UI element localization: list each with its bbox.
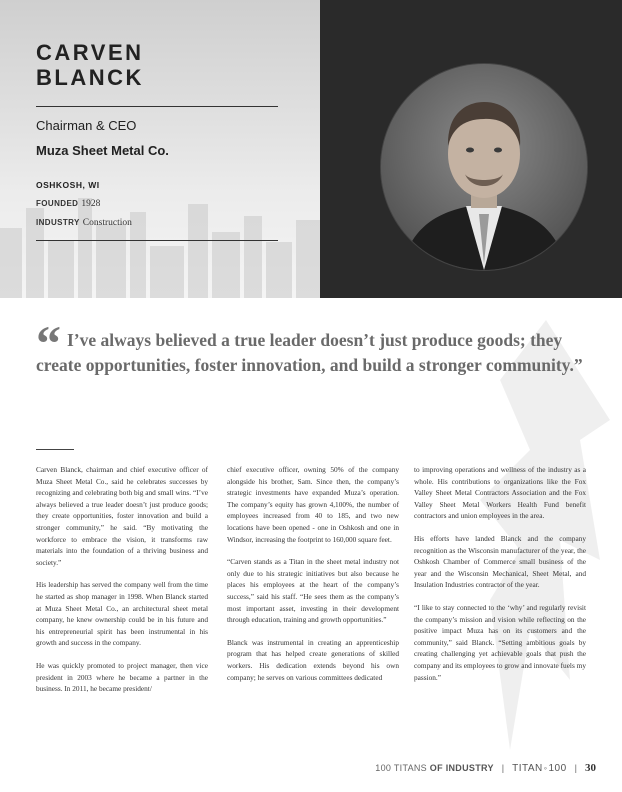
paragraph: to improving operations and wellness of the industry as a whole. His contributions to organizations like the Fox Valley Sheet Metal Contractors Association and the Fox Valley Sheet Metal Workers Health Fund benefit contractors and union employees in the area. — [414, 465, 586, 521]
article-column-2 — [227, 464, 399, 694]
titan-100-logo — [512, 763, 567, 774]
divider-bottom — [36, 240, 278, 241]
page-footer — [375, 762, 596, 774]
footer-separator: | — [574, 763, 577, 773]
paragraph: Blanck was instrumental in creating an apprenticeship program that has helped create generations of skilled workers. His dedication extends beyond his own company; he serves on various committees dedicated — [227, 637, 399, 682]
industry-value: Construction — [82, 218, 132, 228]
paragraph: His leadership has served the company well from the time he started as shop manager in 1998. When Blanck started at Muza Sheet Metal Co., an architectural sheet metal company, he knew ownership could be in his future and his entrepreneurial spirit has been instrumental in his growth and success in the company. — [36, 580, 208, 648]
article-column-1 — [36, 464, 208, 706]
industry-label: INDUSTRY — [36, 218, 80, 227]
quote-mark-icon: “ — [36, 315, 61, 371]
quote-divider — [36, 449, 74, 450]
header-hero — [0, 0, 622, 298]
portrait-photo — [381, 64, 587, 270]
quote-text: I’ve always believed a true leader doesn’t just produce goods; they create opportunities, foster innovation, and build a stronger community.” — [36, 330, 583, 375]
profile-location: OSHKOSH, WI — [36, 180, 100, 190]
fact-founded — [36, 199, 100, 209]
logo-right: 100 — [548, 762, 567, 774]
paragraph: “Carven stands as a Titan in the sheet metal industry not only due to his strategic initiatives but also because he places his employees at the heart of the company’s success,” said his staff. “He sees them as the company’s most important asset, investing in their development through education, training and growth opportunities.” — [227, 557, 399, 625]
profile-company: Muza Sheet Metal Co. — [36, 143, 169, 158]
fact-industry — [36, 218, 132, 228]
logo-glyph-icon: ◦ — [543, 762, 548, 773]
name-last: BLANCK — [36, 65, 144, 90]
paragraph: He was quickly promoted to project manager, then vice president in 2003 where he became a partner in the business. In 2011, he became president/ — [36, 660, 208, 694]
founded-label: FOUNDED — [36, 199, 79, 208]
logo-left: TITAN — [512, 762, 543, 774]
page-number: 30 — [585, 762, 596, 774]
city-skyline-image — [0, 158, 320, 298]
divider-top — [36, 106, 278, 107]
profile-name — [36, 40, 144, 90]
footer-brand — [375, 763, 493, 773]
pull-quote — [36, 315, 586, 378]
brand-prefix: 100 TITANS — [375, 763, 427, 773]
founded-value: 1928 — [81, 199, 101, 209]
article-column-3 — [414, 464, 586, 694]
paragraph: “I like to stay connected to the ‘why’ and regularly revisit the company’s mission and vision while reflecting on the positive impact Muza has on its customers and the community,” said Blanck. “Setting ambitious goals by creating challenging yet achievable goals that push the company and its employees to grow and innovate fuels my passion.” — [414, 602, 586, 682]
profile-title: Chairman & CEO — [36, 118, 137, 133]
footer-separator: | — [501, 763, 505, 773]
name-first: CARVEN — [36, 40, 144, 65]
paragraph: chief executive officer, owning 50% of the company alongside his brother, Sam. Since then, the company’s strategic investments have expanded Muza’s operation. The company’s equity has grown 4,100%, the number of employees increased from 40 to 185, and two new locations have been opened - one in Oshkosh and one in Windsor, increasing the footprint to 160,000 square feet. — [227, 465, 399, 544]
paragraph: Carven Blanck, chairman and chief executive officer of Muza Sheet Metal Co., said he celebrates successes by recognizing and celebrating both big and small wins. “I’ve always believed a true leader doesn’t just produce goods; they create opportunities, foster innovation and build a stronger community,” he said. “By motivating the workforce to embrace the vision, it transforms raw materials into the foundation of a thriving business and society.” — [36, 465, 208, 567]
brand-suffix: OF INDUSTRY — [429, 763, 494, 773]
paragraph: His efforts have landed Blanck and the company recognition as the Wisconsin manufacturer of the year, the Oshkosh Chamber of Commerce small business of the year and the Wisconsin Mechanical, Sheet Metal, and Insulation Industries contractor of the year. — [414, 533, 586, 590]
